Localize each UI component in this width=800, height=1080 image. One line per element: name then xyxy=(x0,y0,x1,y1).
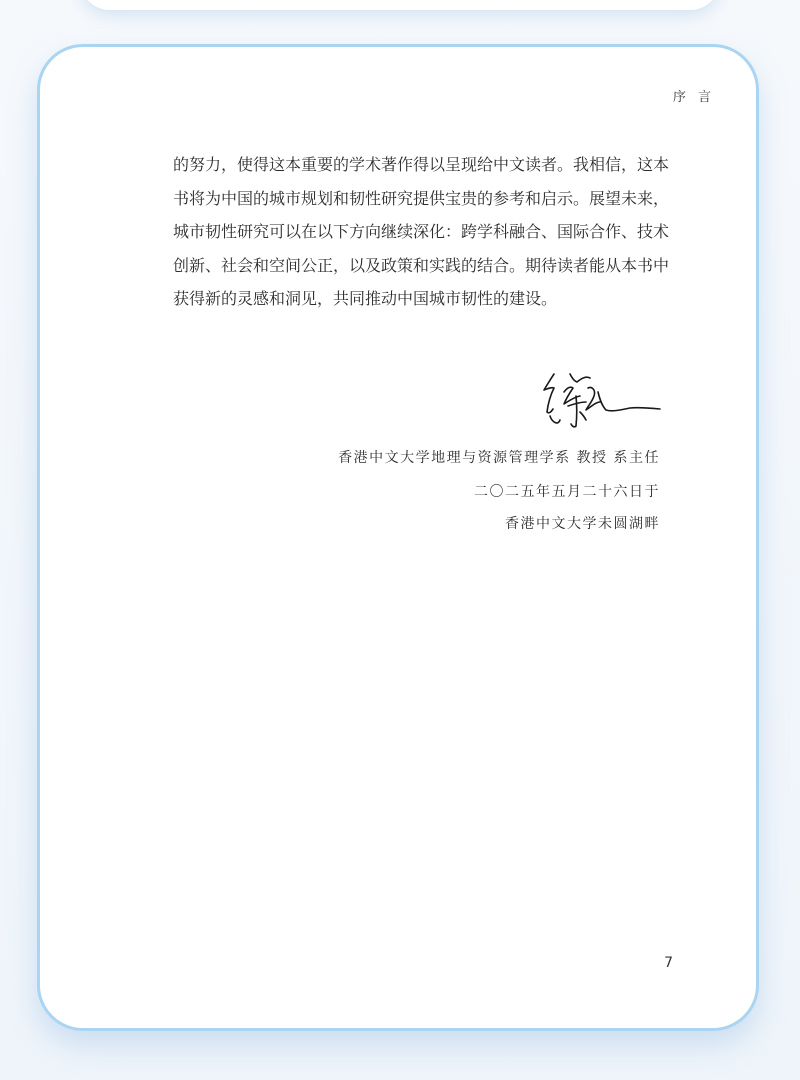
signing-place: 香港中文大学未圆湖畔 xyxy=(505,516,660,532)
handwritten-signature xyxy=(540,366,662,432)
body-paragraph: 的努力，使得这本重要的学术著作得以呈现给中文读者。我相信，这本书将为中国的城市规划和韧性研究提供宝贵的参考和启示。展望未来，城市韧性研究可以在以下方向继续深化：跨学科融合、国际合作、技术创新、社会和空间公正，以及政策和实践的结合。期待读者能从本书中获得新的灵感和洞见，共同推动中国城市韧性的建设。 xyxy=(173,155,670,309)
previous-page-edge xyxy=(80,0,720,10)
page-number: 7 xyxy=(664,955,673,971)
running-header: 序 言 xyxy=(672,90,715,105)
signing-date: 二〇二五年五月二十六日于 xyxy=(474,484,660,500)
signer-affiliation: 香港中文大学地理与资源管理学系 教授 系主任 xyxy=(338,450,660,466)
